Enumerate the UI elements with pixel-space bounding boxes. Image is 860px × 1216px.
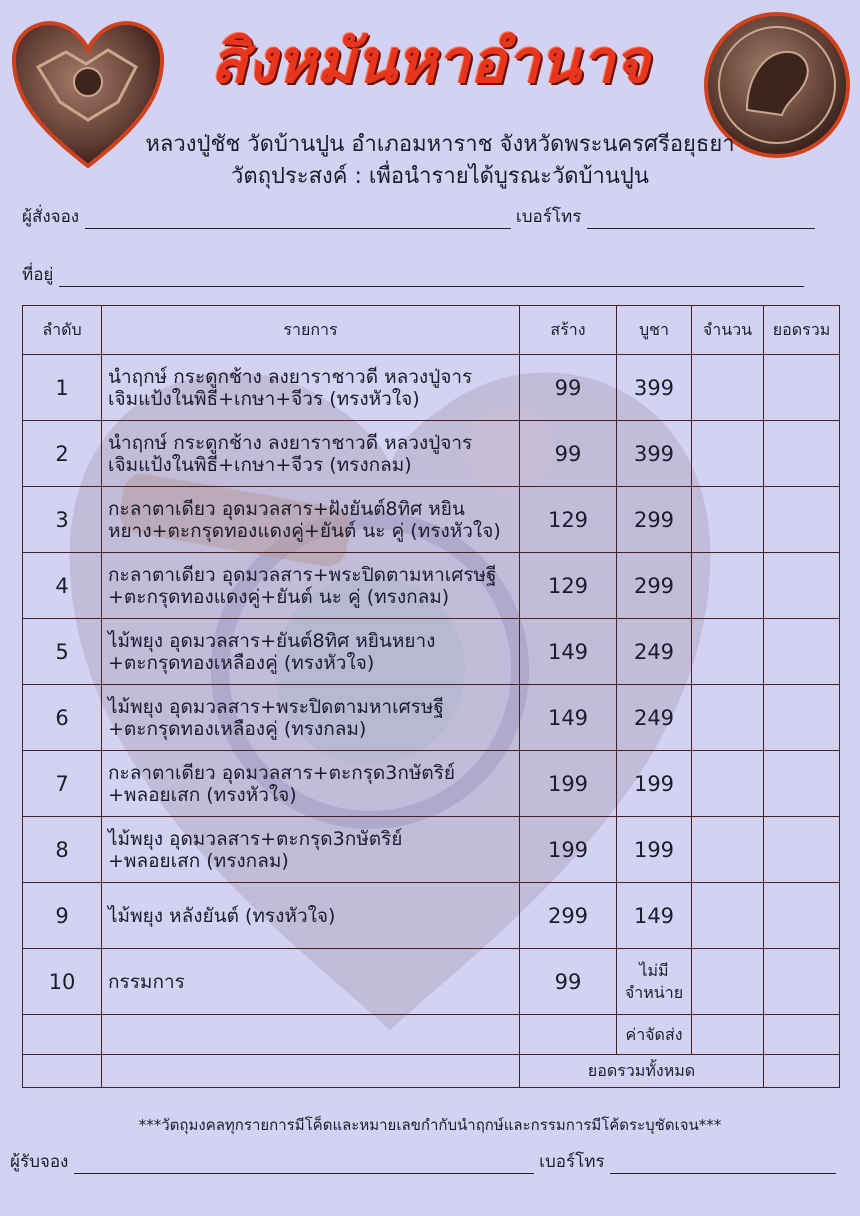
main-title: สิงหมันหาอำนาจ	[210, 27, 650, 97]
receiver-row	[10, 1150, 836, 1174]
row-no: 7	[23, 751, 102, 817]
row-item	[102, 355, 520, 421]
row-item	[102, 751, 520, 817]
row-built: 129	[520, 487, 617, 553]
empty-cell	[520, 1015, 617, 1055]
table-row	[23, 553, 840, 619]
header-price: บูชา	[617, 306, 692, 355]
orderer-phone-label: เบอร์โทร	[515, 207, 582, 227]
row-no: 3	[23, 487, 102, 553]
row-quantity-cell[interactable]	[692, 421, 764, 487]
empty-cell	[23, 1015, 102, 1055]
table-row	[23, 751, 840, 817]
orderer-phone-field[interactable]	[587, 214, 815, 229]
row-total-cell[interactable]	[764, 421, 840, 487]
row-no: 6	[23, 685, 102, 751]
row-no: 9	[23, 883, 102, 949]
row-item	[102, 817, 520, 883]
row-no: 2	[23, 421, 102, 487]
row-price: 149	[617, 883, 692, 949]
row-built: 99	[520, 949, 617, 1015]
table-row	[23, 685, 840, 751]
subtitle-purpose: วัตถุประสงค์ : เพื่อนำรายได้บูรณะวัดบ้านปูน	[231, 164, 649, 189]
shipping-row	[23, 1015, 840, 1055]
row-total-cell[interactable]	[764, 817, 840, 883]
table-row	[23, 883, 840, 949]
item-line: กะลาตาเดียว อุดมวลสาร+ตะกรุด3กษัตริย์	[108, 761, 456, 784]
row-item	[102, 883, 520, 949]
item-line: นำฤกษ์ กระดูกช้าง ลงยาราชาวดี หลวงปู่จาร	[108, 365, 473, 388]
item-line: กะลาตาเดียว อุดมวลสาร+ฝังยันต์8ทิศ หยิน	[108, 497, 465, 520]
item-line: ไม้พยุง หลังยันต์ (ทรงหัวใจ)	[108, 904, 336, 927]
empty-cell	[102, 1055, 520, 1088]
header-no: ลำดับ	[23, 306, 102, 355]
table-row	[23, 421, 840, 487]
item-line: หยาง+ตะกรุดทองแดงคู่+ยันต์ นะ คู่ (ทรงหัวใจ)	[108, 519, 501, 542]
receiver-phone-label: เบอร์โทร	[539, 1152, 605, 1172]
header-quantity: จำนวน	[692, 306, 764, 355]
item-line: ไม้พยุง อุดมวลสาร+ตะกรุด3กษัตริย์	[108, 827, 403, 850]
row-price: 299	[617, 487, 692, 553]
grand-total-row	[23, 1055, 840, 1088]
subtitle-temple: หลวงปู่ชัช วัดบ้านปูน อำเภอมหาราช จังหวัดพระนครศรีอยุธยา	[145, 132, 735, 157]
row-quantity-cell[interactable]	[692, 487, 764, 553]
row-price: 249	[617, 619, 692, 685]
item-line: +ตะกรุดทองเหลืองคู่ (ทรงหัวใจ)	[108, 651, 375, 674]
grand-total-cell[interactable]	[764, 1055, 840, 1088]
row-total-cell[interactable]	[764, 355, 840, 421]
row-item	[102, 949, 520, 1015]
row-no: 5	[23, 619, 102, 685]
row-price: ไม่มี จำหน่าย	[617, 949, 692, 1015]
empty-cell	[692, 1015, 764, 1055]
item-line: ไม้พยุง อุดมวลสาร+พระปิดตามหาเศรษฐี	[108, 695, 444, 718]
row-total-cell[interactable]	[764, 553, 840, 619]
row-price: 299	[617, 553, 692, 619]
item-line: +ตะกรุดทองเหลืองคู่ (ทรงกลม)	[108, 717, 367, 740]
row-price: 199	[617, 751, 692, 817]
item-line: กรรมการ	[108, 970, 185, 993]
table-row	[23, 487, 840, 553]
row-quantity-cell[interactable]	[692, 751, 764, 817]
row-total-cell[interactable]	[764, 619, 840, 685]
row-built: 129	[520, 553, 617, 619]
table-row	[23, 355, 840, 421]
row-price: 199	[617, 817, 692, 883]
receiver-label: ผู้รับจอง	[10, 1152, 69, 1172]
address-field[interactable]	[59, 272, 804, 287]
address-row	[22, 263, 804, 287]
item-line: +ตะกรุดทองแดงคู่+ยันต์ นะ คู่ (ทรงกลม)	[108, 585, 450, 608]
empty-cell	[23, 1055, 102, 1088]
receiver-field[interactable]	[74, 1159, 534, 1174]
row-built: 199	[520, 817, 617, 883]
row-price: 399	[617, 355, 692, 421]
row-no: 1	[23, 355, 102, 421]
row-built: 199	[520, 751, 617, 817]
header-item: รายการ	[102, 306, 520, 355]
row-quantity-cell[interactable]	[692, 949, 764, 1015]
item-line: +พลอยเสก (ทรงหัวใจ)	[108, 783, 297, 806]
grand-total-label: ยอดรวมทั้งหมด	[520, 1055, 764, 1088]
item-line: กะลาตาเดียว อุดมวลสาร+พระปิดตามหาเศรษฐี	[108, 563, 497, 586]
row-item	[102, 619, 520, 685]
receiver-phone-field[interactable]	[610, 1159, 836, 1174]
orderer-field[interactable]	[85, 214, 511, 229]
header-total: ยอดรวม	[764, 306, 840, 355]
row-total-cell[interactable]	[764, 949, 840, 1015]
shipping-total-cell[interactable]	[764, 1015, 840, 1055]
row-built: 299	[520, 883, 617, 949]
row-no: 10	[23, 949, 102, 1015]
table-row	[23, 817, 840, 883]
order-table	[22, 305, 840, 1088]
table-row	[23, 619, 840, 685]
item-line: ไม้พยุง อุดมวลสาร+ยันต์8ทิศ หยินหยาง	[108, 629, 436, 652]
empty-cell	[102, 1015, 520, 1055]
row-item	[102, 685, 520, 751]
row-quantity-cell[interactable]	[692, 553, 764, 619]
row-item	[102, 487, 520, 553]
row-quantity-cell[interactable]	[692, 883, 764, 949]
item-line: เจิมแป้งในพิธี+เกษา+จีวร (ทรงหัวใจ)	[108, 387, 420, 410]
row-built: 149	[520, 685, 617, 751]
row-built: 99	[520, 355, 617, 421]
row-total-cell[interactable]	[764, 883, 840, 949]
row-quantity-cell[interactable]	[692, 355, 764, 421]
header-built: สร้าง	[520, 306, 617, 355]
row-no: 4	[23, 553, 102, 619]
row-item	[102, 553, 520, 619]
address-label: ที่อยู่	[22, 265, 54, 285]
row-quantity-cell[interactable]	[692, 685, 764, 751]
item-line: +พลอยเสก (ทรงกลม)	[108, 849, 289, 872]
footer-note: ***วัตถุมงคลทุกรายการมีโค็ดและหมายเลขกำกับนำฤกษ์และกรรมการมีโค้ดระบุชัดเจน***	[138, 1116, 722, 1134]
row-no: 8	[23, 817, 102, 883]
orderer-row	[22, 205, 815, 229]
row-total-cell[interactable]	[764, 751, 840, 817]
row-total-cell[interactable]	[764, 685, 840, 751]
row-total-cell[interactable]	[764, 487, 840, 553]
row-quantity-cell[interactable]	[692, 619, 764, 685]
item-line: เจิมแป้งในพิธี+เกษา+จีวร (ทรงกลม)	[108, 453, 412, 476]
row-built: 99	[520, 421, 617, 487]
row-built: 149	[520, 619, 617, 685]
row-item	[102, 421, 520, 487]
row-price: 399	[617, 421, 692, 487]
shipping-label: ค่าจัดส่ง	[617, 1015, 692, 1055]
orderer-label: ผู้สั่งจอง	[22, 207, 80, 227]
row-price: 249	[617, 685, 692, 751]
item-line: นำฤกษ์ กระดูกช้าง ลงยาราชาวดี หลวงปู่จาร	[108, 431, 473, 454]
table-row	[23, 949, 840, 1015]
row-quantity-cell[interactable]	[692, 817, 764, 883]
